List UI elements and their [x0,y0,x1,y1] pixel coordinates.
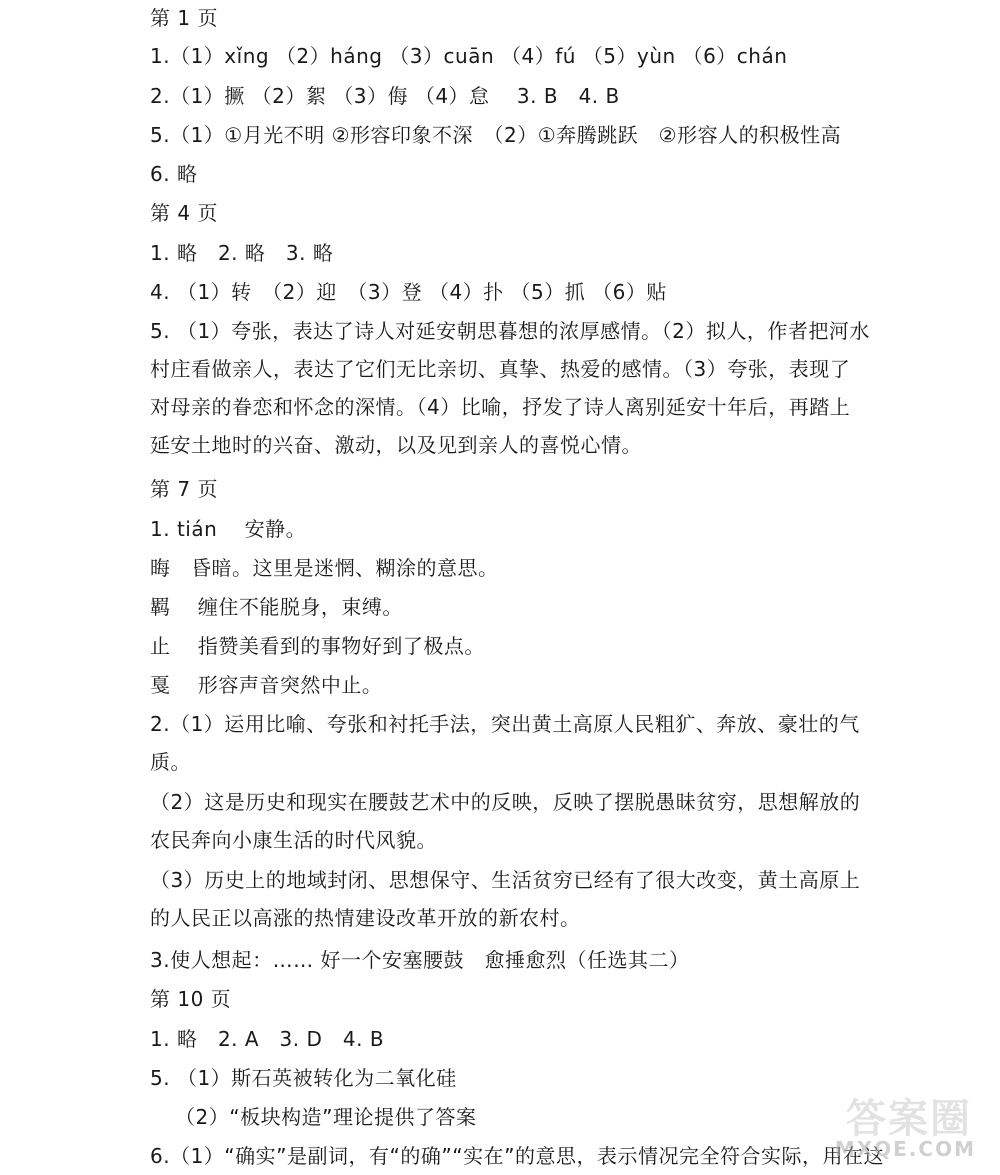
answer-line: 3.使人想起：…… 好一个安塞腰鼓 愈捶愈烈（任选其二） [150,948,690,972]
site-watermark [812,1085,982,1165]
answer-paragraph: 2.（1）运用比喻、夸张和衬托手法，突出黄土高原人民粗犷、奔放、豪壮的气质。 [150,712,860,774]
page-heading: 第 7 页 [150,477,218,501]
page-heading: 第 4 页 [150,201,218,225]
page-heading: 第 1 页 [150,6,218,30]
answer-paragraph: 5. （1）夸张，表达了诗人对延安朝思暮想的浓厚感情。（2）拟人，作者把河水村庄看做亲人，表达了它们无比亲切、真挚、热爱的感情。（3）夸张，表现了对母亲的眷恋和怀念的深情。（4）比喻，抒发了诗人离别延安十年后，再踏上延安土地时的兴奋、激动，以及见到亲人的喜悦心情。 [150,319,870,457]
answer-line: 晦 昏暗。这里是迷惘、糊涂的意思。 [150,556,499,580]
answer-line: 6.（1）“确实”是副词，有“的确”“实在”的意思，表示情况完全符合实际，用在这 [150,1144,884,1168]
answer-line: 6. 略 [150,162,198,186]
page-heading: 第 10 页 [150,987,232,1011]
answer-line: 羁 缠住不能脱身，束缚。 [150,595,403,619]
watermark-url: MXQE.COM [834,1137,976,1161]
answer-line: 戛 形容声音突然中止。 [150,673,383,697]
answer-line: 1. 略 2. 略 3. 略 [150,241,334,265]
answer-line: 止 指赞美看到的事物好到了极点。 [150,634,485,658]
answer-line: 1. tián 安静。 [150,517,307,541]
watermark-logo-text: 答案圈 [846,1096,972,1142]
answer-paragraph: （2）这是历史和现实在腰鼓艺术中的反映，反映了摆脱愚昧贫穷，思想解放的农民奔向小康生活的时代风貌。 [150,790,861,852]
answer-paragraph: （3）历史上的地域封闭、思想保守、生活贫穷已经有了很大改变，黄土高原上的人民正以高涨的热情建设改革开放的新农村。 [150,868,861,930]
answer-line: 4. （1）转 （2）迎 （3）登 （4）扑 （5）抓 （6）贴 [150,280,667,304]
answer-line: （2）“板块构造”理论提供了答案 [175,1105,477,1129]
answer-line: 5. （1）斯石英被转化为二氧化硅 [150,1066,457,1090]
answer-line: 2.（1）撅 （2）絮 （3）侮 （4）怠 3. B 4. B [150,84,620,108]
answer-line: 1. 略 2. A 3. D 4. B [150,1027,385,1051]
answer-line: 1.（1）xǐng （2）háng （3）cuān （4）fú （5）yùn （6）chán [150,44,788,68]
answer-line: 5.（1）①月光不明 ②形容印象不深 （2）①奔腾跳跃 ②形容人的积极性高 [150,123,842,147]
